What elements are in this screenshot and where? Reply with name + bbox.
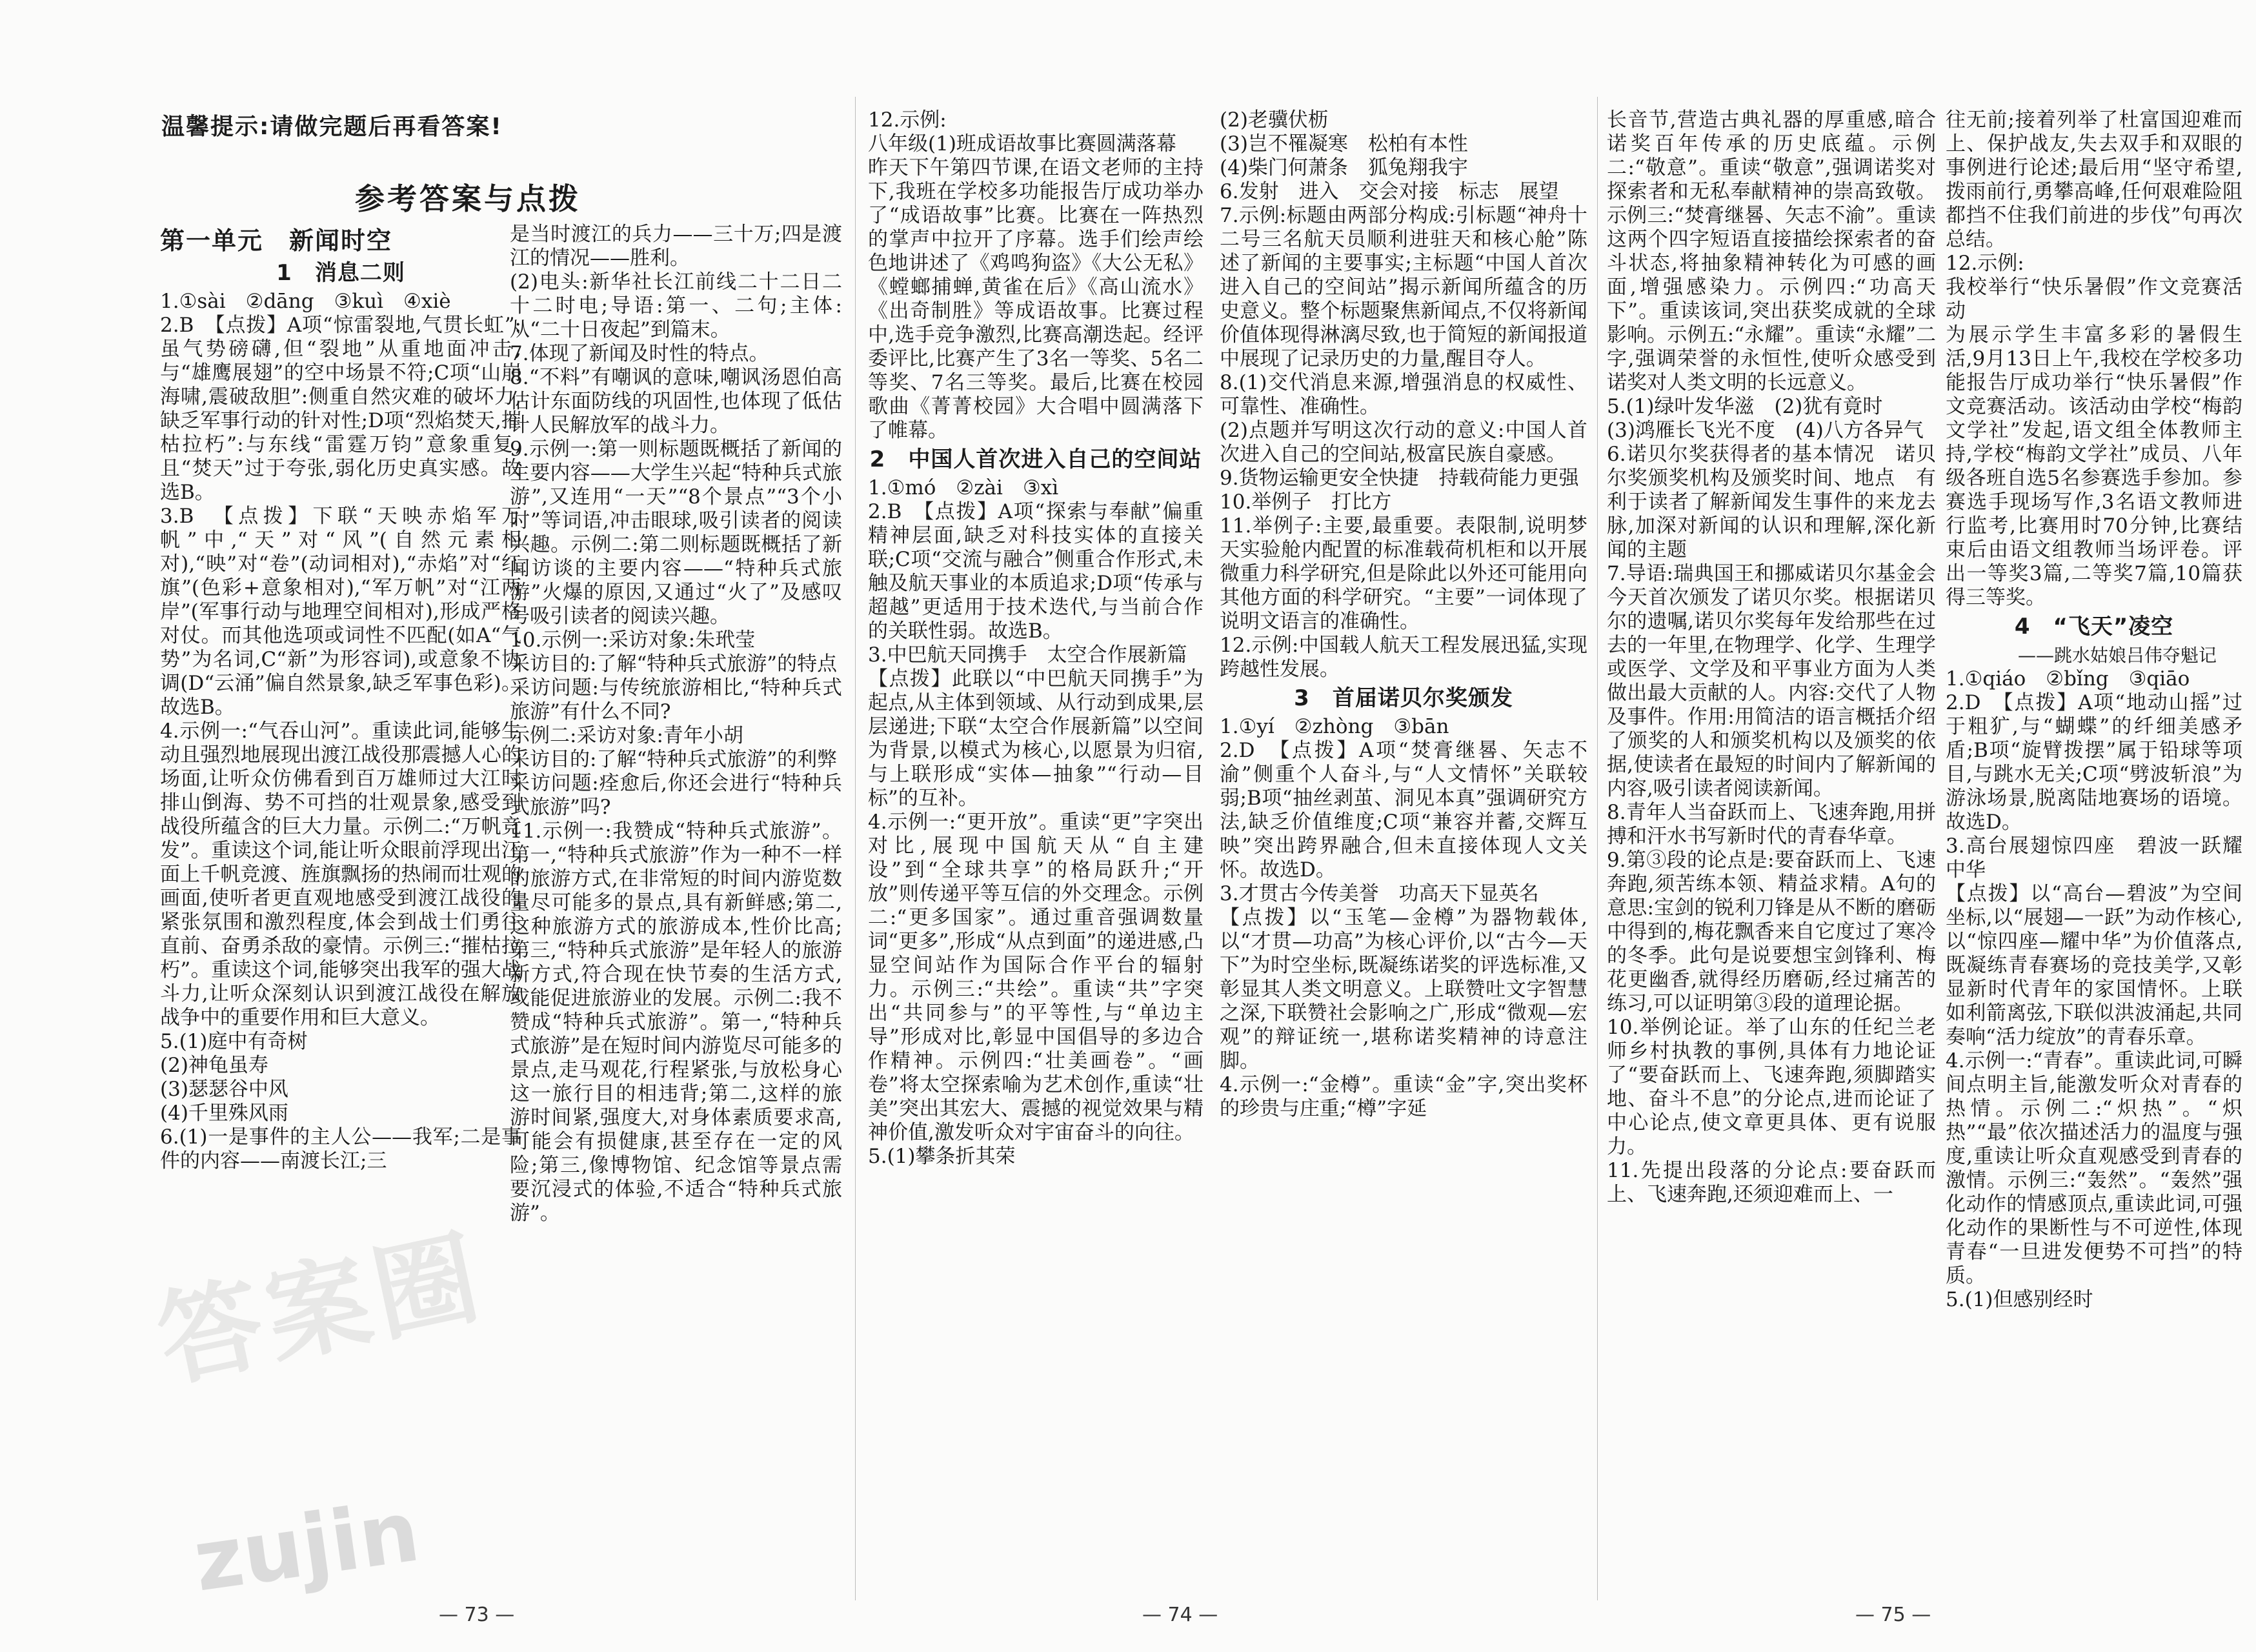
col4-paragraph: 4.示例一:“金樽”。重读“金”字,突出奖杯的珍贵与庄重;“樽”字延	[1220, 1073, 1587, 1120]
col5-paragraph: 7.导语:瑞典国王和挪威诺贝尔基金会今天首次颁发了诺贝尔奖。根据诺贝尔的遗嘱,诺贝尔奖每年发给那些在过去的一年里,在物理学、化学、生理学或医学、文学及和平事业方面为人类做出最大贡献的人。内容:交代了人物及事件。作用:用简洁的语言概括介绍了颁奖的人和颁奖机构以及颁奖的依据,使读者在最短的时间内了解新闻的内容,吸引读者阅读新闻。	[1607, 562, 1936, 800]
col2-paragraph: 11.示例一:我赞成“特种兵式旅游”。第一,“特种兵式旅游”作为一种不一样的旅游方式,在非常短的时间内游览数量尽可能多的景点,具有新鲜感;第二,这种旅游方式的旅游成本,性价比高;第三,“特种兵式旅游”是年轻人的旅游新方式,符合现在快节奏的生活方式,或能促进旅游业的发展。示例二:我不赞成“特种兵式旅游”。第一,“特种兵式旅游”是在短时间内游览尽可能多的景点,走马观花,行程紧张,与放松身心这一旅行目的相违背;第二,这样的旅游时间紧,强度大,对身体素质要求高,可能会有损健康,甚至存在一定的风险;第三,像博物馆、纪念馆等景点需要沉浸式的体验,不适合“特种兵式旅游”。	[510, 820, 842, 1225]
col2-paragraph: 10.示例一:采访对象:朱玳莹	[510, 629, 756, 652]
col5-paragraph: 9.第③段的论点是:要奋跃而上、飞速奔跑,须苦练本领、精益求精。A句的意思:宝剑的锐利刀锋是从不断的磨砺中得到的,梅花飘香来自它度过了寒冷的冬季。此句是说要想宝剑锋利、梅花更幽香,就得经历磨砺,经过痛苦的练习,可以证明第③段的道理论据。	[1607, 849, 1936, 1015]
col1-paragraph: 6.(1)一是事件的主人公——我军;二是事件的内容——南渡长江;三	[160, 1125, 521, 1173]
col4-paragraph: 9.货物运输更安全快捷 持载荷能力更强	[1220, 467, 1579, 490]
col5-paragraph: 5.(1)绿叶发华滋 (2)犹有竟时	[1607, 395, 1883, 418]
col4-paragraph: 3 首届诺贝尔奖颁发	[1294, 685, 1513, 711]
col1-paragraph: (4)千里殊风雨	[160, 1102, 288, 1125]
col2-paragraph: (2)电头:新华社长江前线二十二日二十二时电;导语:第一、二句;主体:从“二十日夜起”到篇末。	[510, 270, 842, 341]
col1-paragraph: 1 消息二则	[276, 260, 405, 286]
col5-paragraph: (3)鸿雁长飞光不度 (4)八方各异气	[1607, 419, 1924, 442]
col3-paragraph: 12.示例:	[868, 108, 947, 132]
col3-paragraph: 3.中巴航天同携手 太空合作展新篇	[868, 643, 1187, 667]
column-6	[1946, 108, 2242, 1612]
col1-paragraph: 4.示例一:“气吞山河”。重读此词,能够生动且强烈地展现出渡江战役那震撼人心的场面,让听众仿佛看到百万雄师过大江时排山倒海、势不可挡的壮观景象,感受到战役所蕴含的巨大力量。示例二:“万帆竞发”。重读这个词,能让听众眼前浮现出江面上千帆竞渡、旌旗飘扬的热闹而壮观的画面,使听者更直观地感受到渡江战役的紧张氛围和激烈程度,体会到战士们勇往直前、奋勇杀敌的豪情。示例三:“摧枯拉朽”。重读这个词,能够突出我军的强大战斗力,让听众深刻认识到渡江战役在解放战争中的重要作用和巨大意义。	[160, 720, 521, 1029]
col6-paragraph: 5.(1)但感别经时	[1946, 1288, 2093, 1311]
col1-paragraph: (2)神龟虽寿	[160, 1054, 268, 1077]
col3-paragraph: 昨天下午第四节课,在语文老师的主持下,我班在学校多功能报告厅成功举办了“成语故事”比赛。比赛在一阵热烈的掌声中拉开了序幕。选手们绘声绘色地讲述了《鸡鸣狗盗》《大公无私》《螳螂捕蝉,黄雀在后》《高山流水》《出奇制胜》等成语故事。比赛过程中,选手竞争激烈,比赛高潮迭起。经评委评比,比赛产生了3名一等奖、5名二等奖、7名三等奖。最后,比赛在校园歌曲《菁菁校园》大合唱中圆满落下了帷幕。	[868, 156, 1204, 442]
col5-paragraph: 10.举例论证。举了山东的任纪兰老师乡村执教的事例,具体有力地论证了“要奋跃而上、飞速奔跑,须脚踏实地、奋斗不息”的分论点,进而论证了中心论点,使文章更具体、更有说服力。	[1607, 1016, 1936, 1158]
col4-paragraph: (3)岂不罹凝寒 松柏有本性	[1220, 132, 1468, 156]
col5-paragraph: 6.诺贝尔奖获得者的基本情况 诺贝尔奖颁奖机构及颁奖时间、地点 有利于读者了解新闻发生事件的来龙去脉,加深对新闻的认识和理解,深化新闻的主题	[1607, 443, 1936, 561]
col4-paragraph: (4)柴门何萧条 狐兔翔我宇	[1220, 156, 1468, 179]
col3-paragraph: 八年级(1)班成语故事比赛圆满落幕	[868, 132, 1176, 156]
column-1	[160, 223, 521, 1617]
page-number-73: — 73 —	[439, 1604, 515, 1626]
col5-paragraph: 长音节,营造古典礼器的厚重感,暗合诺奖百年传承的历史底蕴。示例二:“敬意”。重读“敬意”,强调诺奖对探索者和无私奉献精神的崇高致敬。示例三:“焚膏继晷、矢志不渝”。重读这两个四字短语直接描绘探索者的奋斗状态,将抽象精神转化为可感的画面,增强感染力。示例四:“功高天下”。重读该词,突出获奖成就的全球影响。示例五:“永耀”。重读“永耀”二字,强调荣誉的永恒性,使听众感受到诺奖对人类文明的长远意义。	[1607, 108, 1936, 394]
page-title: 参考答案与点拨	[355, 181, 581, 216]
col4-paragraph: 10.举例子 打比方	[1220, 490, 1392, 514]
col4-paragraph: 【点拨】以“玉笔—金樽”为器物载体,以“才贯—功高”为核心评价,以“古今—天下”为时空坐标,既凝练诺奖的评选标准,又彰显其人类文明意义。上联赞吐文字智慧之深,下联赞社会影响之广,形成“微观—宏观”的辩证统一,堪称诺奖精神的诗意注脚。	[1220, 906, 1587, 1073]
col6-paragraph: 1.①qiáo ②bǐng ③qiāo	[1946, 667, 2190, 690]
page-number-74: — 74 —	[1142, 1604, 1218, 1626]
page-divider-left	[855, 97, 856, 1600]
col6-paragraph: ——跳水姑娘吕伟夺魁记	[2017, 645, 2217, 666]
col3-paragraph: 2.B 【点拨】A项“探索与奉献”偏重精神层面,缺乏对科技实体的直接关联;C项“交流与融合”侧重合作形式,未触及航天事业的本质追求;D项“传承与超越”更适用于技术迭代,与当前合作的关联性弱。故选B。	[868, 500, 1204, 643]
col4-paragraph: 2.D 【点拨】A项“焚膏继晷、矢志不渝”侧重个人奋斗,与“人文情怀”关联较弱;B项“抽丝剥茧、洞见本真”强调研究方法,缺乏价值维度;C项“兼容并蓄,交辉互映”突出跨界融合,但未直接体现人文关怀。故选D。	[1220, 739, 1587, 881]
column-4	[1220, 108, 1587, 1612]
col3-paragraph: 4.示例一:“更开放”。重读“更”字突出对比,展现中国航天从“自主建设”到“全球共享”的格局跃升;“开放”则传递平等互信的外交理念。示例二:“更多国家”。通过重音强调数量词“更多”,形成“从点到面”的递进感,凸显空间站作为国际合作平台的辐射力。示例三:“共绘”。重读“共”字突出“共同参与”的平等性,与“单边主导”形成对比,彰显中国倡导的多边合作精神。示例四:“壮美画卷”。“画卷”将太空探索喻为艺术创作,重读“壮美”突出其宏大、震撼的视觉效果与精神价值,激发听众对宇宙奋斗的向往。	[868, 811, 1204, 1144]
col1-paragraph: 1.①sài ②dāng ③kuì ④xiè	[160, 290, 451, 313]
col6-paragraph: 我校举行“快乐暑假”作文竞赛活动	[1946, 276, 2242, 323]
col1-paragraph: 2.B 【点拨】A项“惊雷裂地,气贯长虹”:虽气势磅礴,但“裂地”从重地面冲击,与“雄鹰展翅”的空中场景不符;C项“山崩海啸,震破敌胆”:侧重自然灾难的破坏力,缺乏军事行动的针对性;D项“烈焰焚天,摧枯拉朽”:与东线“雷霆万钧”意象重复,且“焚天”过于夸张,弱化历史真实感。故选B。	[160, 314, 521, 504]
col5-paragraph: 11.先提出段落的分论点:要奋跃而上、飞速奔跑,还须迎难而上、一	[1607, 1159, 1936, 1206]
col4-paragraph: (2)老骥伏枥	[1220, 108, 1328, 132]
col2-paragraph: 示例二:采访对象:青年小胡	[510, 724, 743, 747]
watermark: 答案圈	[147, 1215, 495, 1402]
col1-paragraph: (3)瑟瑟谷中风	[160, 1078, 288, 1101]
column-5	[1607, 108, 1936, 1612]
col4-paragraph: 8.(1)交代消息来源,增强消息的权威性、可靠性、准确性。	[1220, 371, 1587, 418]
col2-paragraph: 采访问题:痊愈后,你还会进行“特种兵式旅游”吗?	[510, 772, 842, 819]
col3-paragraph: 【点拨】此联以“中巴航天同携手”为起点,从主体到领域、从行动到成果,层层递进;下联“太空合作展新篇”以空间为背景,以模式为核心,以愿景为归宿,与上联形成“实体—抽象”“行动—目标”的互补。	[868, 667, 1204, 810]
tip-header: 温馨提示:请做完题后再看答案!	[161, 114, 503, 140]
col2-paragraph: 采访目的:了解“特种兵式旅游”的利弊	[510, 748, 838, 771]
col4-paragraph: 7.示例:标题由两部分构成:引标题“神舟十二号三名航天员顺利进驻天和核心舱”陈述了新闻的主要事实;主标题“中国人首次进入自己的空间站”揭示新闻所蕴含的历史意义。整个标题聚焦新闻点,不仅将新闻价值体现得淋漓尽致,也于简短的新闻报道中展现了记录历史的力量,醒目夺人。	[1220, 204, 1587, 370]
col6-paragraph: 4.示例一:“青春”。重读此词,可瞬间点明主旨,能激发听众对青春的热情。示例二:“炽热”。“炽热”“最”依次描述活力的温度与强度,重读让听众直观感受到青春的激情。示例三:“轰然”。“轰然”强化动作的情感顶点,重读此词,可强化动作的果断性与不可逆性,体现青春“一旦进发便势不可挡”的特质。	[1946, 1049, 2242, 1287]
watermark-logo: zujin	[188, 1482, 425, 1611]
col2-paragraph: 是当时渡江的兵力——三十万;四是渡江的情况——胜利。	[510, 223, 842, 270]
col6-paragraph: 为展示学生丰富多彩的暑假生活,9月13日上午,我校在学校多功能报告厅成功举行“快乐暑假”作文竞赛活动。该活动由学校“梅韵文学社”发起,语文组全体教师主持,学校“梅韵文学社”成员、八年级各班自选5名参赛选手参加。参赛选手现场写作,3名语文教师进行监考,比赛用时70分钟,比赛结束后由语文组教师当场评卷。评出一等奖3篇,二等奖7篇,10篇获得三等奖。	[1946, 323, 2242, 609]
col3-paragraph: 1.①mó ②zài ③xì	[868, 476, 1059, 499]
col4-paragraph: 12.示例:中国载人航天工程发展迅猛,实现跨越性发展。	[1220, 634, 1587, 681]
column-2	[510, 223, 842, 1617]
col3-paragraph: 2 中国人首次进入自己的空间站	[869, 447, 1202, 472]
col2-paragraph: 8.“不料”有嘲讽的意味,嘲讽汤恩伯高估计东面防线的巩固性,也体现了低估计人民解放军的战斗力。	[510, 366, 842, 437]
col4-paragraph: 6.发射 进入 交会对接 标志 展望	[1220, 180, 1559, 203]
col6-paragraph: 3.高台展翅惊四座 碧波一跃耀中华	[1946, 834, 2242, 881]
col2-paragraph: 7.体现了新闻及时性的特点。	[510, 342, 769, 365]
col4-paragraph: 11.举例子:主要,最重要。表限制,说明梦天实验舱内配置的标准载荷机柜和以开展微重力科学研究,但是除此以外还可能用向其他方面的科学研究。“主要”一词体现了说明文语言的准确性。	[1220, 514, 1587, 633]
col4-paragraph: 1.①yí ②zhòng ③bān	[1220, 715, 1449, 738]
col4-paragraph: (2)点题并写明这次行动的意义:中国人首次进入自己的空间站,极富民族自豪感。	[1220, 419, 1587, 466]
col6-paragraph: 2.D 【点拨】A项“地动山摇”过于粗犷,与“蝴蝶”的纤细美感矛盾;B项“旋臂拨摆”属于铅球等项目,与跳水无关;C项“劈波斩浪”为游泳场景,脱离陆地赛场的语境。故选D。	[1946, 691, 2242, 834]
col1-paragraph: 第一单元 新闻时空	[160, 227, 393, 255]
col6-paragraph: 4 “飞天”凌空	[2014, 614, 2174, 640]
col5-paragraph: 8.青年人当奋跃而上、飞速奔跑,用拼搏和汗水书写新时代的青春华章。	[1607, 801, 1936, 848]
col2-paragraph: 采访问题:与传统旅游相比,“特种兵式旅游”有什么不同?	[510, 676, 842, 723]
col4-paragraph: 3.才贯古今传美誉 功高天下显英名	[1220, 882, 1539, 905]
col3-paragraph: 5.(1)攀条折其荣	[868, 1145, 1016, 1168]
col2-paragraph: 9.示例一:第一则标题既概括了新闻的主要内容——大学生兴起“特种兵式旅游”,又连用“一天”“8个景点”“3个小时”等词语,冲击眼球,吸引读者的阅读兴趣。示例二:第二则标题既概括了新闻访谈的主要内容——“特种兵式旅游”火爆的原因,又通过“火了”及感叹号吸引读者的阅读兴趣。	[510, 438, 842, 628]
page-number-75: — 75 —	[1855, 1604, 1931, 1626]
col1-paragraph: 5.(1)庭中有奇树	[160, 1030, 308, 1053]
col2-paragraph: 采访目的:了解“特种兵式旅游”的特点	[510, 652, 838, 676]
col1-paragraph: 3.B 【点拨】下联“天映赤焰军万帆”中,“天”对“风”(自然元素相对),“映”对“卷”(动词相对),“赤焰”对“红旗”(色彩+意象相对),“军万帆”对“江两岸”(军事行动与地理空间相对),形成严格对仗。而其他选项或词性不匹配(如A“气势”为名词,C“新”为形容词),或意象不协调(D“云涌”偏自然景象,缺乏军事色彩)。故选B。	[160, 505, 521, 719]
col6-paragraph: 【点拨】以“高台—碧波”为空间坐标,以“展翅—一跃”为动作核心,以“惊四座—耀中华”为价值落点,既凝练青春赛场的竞技美学,又彰显新时代青年的家国情怀。上联如利箭离弦,下联似洪波涌起,共同奏响“活力绽放”的青春乐章。	[1946, 882, 2242, 1049]
col6-paragraph: 12.示例:	[1946, 252, 2024, 275]
page-divider-right	[1597, 97, 1598, 1600]
column-3	[868, 108, 1204, 1612]
col6-paragraph: 往无前;接着列举了杜富国迎难而上、保护战友,失去双手和双眼的事例进行论述;最后用“坚守希望,拨雨前行,勇攀高峰,任何艰难险阻都挡不住我们前进的步伐”句再次总结。	[1946, 108, 2242, 251]
